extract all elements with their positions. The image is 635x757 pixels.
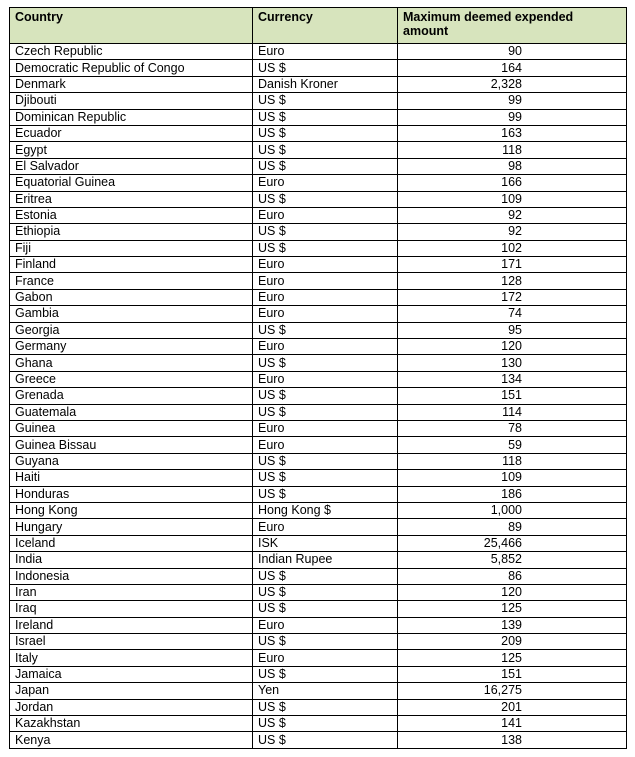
table-row <box>10 240 627 256</box>
cell-country: Japan <box>10 683 253 699</box>
cell-country: Greece <box>10 371 253 387</box>
cell-currency: Euro <box>253 257 398 273</box>
cell-currency: US $ <box>253 634 398 650</box>
cell-amount: 99 <box>398 93 627 109</box>
cell-country: Iran <box>10 584 253 600</box>
cell-currency: US $ <box>253 601 398 617</box>
cell-currency: US $ <box>253 93 398 109</box>
table-row <box>10 142 627 158</box>
cell-currency: US $ <box>253 568 398 584</box>
cell-amount: 16,275 <box>398 683 627 699</box>
cell-amount: 86 <box>398 568 627 584</box>
cell-currency: US $ <box>253 666 398 682</box>
table-row <box>10 634 627 650</box>
table-row <box>10 552 627 568</box>
cell-amount: 59 <box>398 437 627 453</box>
cell-currency: US $ <box>253 158 398 174</box>
cell-amount: 171 <box>398 257 627 273</box>
column-header-currency: Currency <box>253 8 398 44</box>
table-row <box>10 584 627 600</box>
cell-currency: US $ <box>253 60 398 76</box>
cell-amount: 134 <box>398 371 627 387</box>
cell-amount: 114 <box>398 404 627 420</box>
cell-amount: 172 <box>398 289 627 305</box>
cell-amount: 151 <box>398 388 627 404</box>
cell-country: Kenya <box>10 732 253 748</box>
cell-amount: 90 <box>398 44 627 60</box>
cell-amount: 166 <box>398 175 627 191</box>
table-row <box>10 60 627 76</box>
cell-currency: Yen <box>253 683 398 699</box>
cell-country: Jordan <box>10 699 253 715</box>
table-row <box>10 322 627 338</box>
cell-country: Ethiopia <box>10 224 253 240</box>
cell-amount: 1,000 <box>398 502 627 518</box>
cell-currency: US $ <box>253 142 398 158</box>
cell-country: Guyana <box>10 453 253 469</box>
cell-amount: 151 <box>398 666 627 682</box>
cell-amount: 92 <box>398 224 627 240</box>
table-row <box>10 716 627 732</box>
table-row <box>10 93 627 109</box>
cell-country: Ireland <box>10 617 253 633</box>
cell-amount: 98 <box>398 158 627 174</box>
cell-currency: US $ <box>253 240 398 256</box>
cell-amount: 163 <box>398 125 627 141</box>
cell-country: Honduras <box>10 486 253 502</box>
table-row <box>10 339 627 355</box>
cell-currency: ISK <box>253 535 398 551</box>
cell-amount: 109 <box>398 191 627 207</box>
table-row <box>10 732 627 748</box>
cell-amount: 95 <box>398 322 627 338</box>
cell-country: Ecuador <box>10 125 253 141</box>
table-row <box>10 683 627 699</box>
cell-amount: 74 <box>398 306 627 322</box>
table-row <box>10 76 627 92</box>
table-row <box>10 617 627 633</box>
cell-currency: US $ <box>253 732 398 748</box>
cell-amount: 99 <box>398 109 627 125</box>
cell-amount: 109 <box>398 470 627 486</box>
cell-amount: 89 <box>398 519 627 535</box>
table-row <box>10 502 627 518</box>
cell-country: France <box>10 273 253 289</box>
cell-country: Gambia <box>10 306 253 322</box>
cell-country: India <box>10 552 253 568</box>
cell-country: Jamaica <box>10 666 253 682</box>
cell-currency: Euro <box>253 371 398 387</box>
cell-country: Guinea Bissau <box>10 437 253 453</box>
table-row <box>10 257 627 273</box>
cell-currency: US $ <box>253 355 398 371</box>
cell-country: Hong Kong <box>10 502 253 518</box>
cell-amount: 125 <box>398 650 627 666</box>
cell-country: Iraq <box>10 601 253 617</box>
table-row <box>10 109 627 125</box>
cell-country: Democratic Republic of Congo <box>10 60 253 76</box>
cell-country: Israel <box>10 634 253 650</box>
cell-currency: US $ <box>253 224 398 240</box>
table-row <box>10 470 627 486</box>
cell-currency: Euro <box>253 289 398 305</box>
table-row <box>10 404 627 420</box>
cell-country: Grenada <box>10 388 253 404</box>
column-header-country: Country <box>10 8 253 44</box>
cell-currency: US $ <box>253 470 398 486</box>
cell-currency: Indian Rupee <box>253 552 398 568</box>
table-row <box>10 388 627 404</box>
cell-currency: US $ <box>253 109 398 125</box>
cell-amount: 5,852 <box>398 552 627 568</box>
cell-currency: Euro <box>253 437 398 453</box>
cell-country: Djibouti <box>10 93 253 109</box>
cell-country: Eritrea <box>10 191 253 207</box>
cell-amount: 120 <box>398 584 627 600</box>
table-row <box>10 666 627 682</box>
table-row <box>10 650 627 666</box>
cell-country: Dominican Republic <box>10 109 253 125</box>
cell-currency: US $ <box>253 404 398 420</box>
cell-amount: 130 <box>398 355 627 371</box>
cell-amount: 92 <box>398 207 627 223</box>
cell-country: Italy <box>10 650 253 666</box>
table-row <box>10 224 627 240</box>
cell-currency: US $ <box>253 322 398 338</box>
cell-country: Kazakhstan <box>10 716 253 732</box>
table-row <box>10 453 627 469</box>
column-header-amount: Maximum deemed expended amount <box>398 8 627 44</box>
cell-currency: Euro <box>253 519 398 535</box>
table-row <box>10 535 627 551</box>
cell-country: Guatemala <box>10 404 253 420</box>
table-row <box>10 207 627 223</box>
cell-currency: Euro <box>253 175 398 191</box>
cell-amount: 164 <box>398 60 627 76</box>
cell-country: Germany <box>10 339 253 355</box>
table-row <box>10 519 627 535</box>
cell-country: Ghana <box>10 355 253 371</box>
cell-country: Czech Republic <box>10 44 253 60</box>
table-row <box>10 44 627 60</box>
cell-country: Iceland <box>10 535 253 551</box>
cell-currency: US $ <box>253 699 398 715</box>
cell-amount: 125 <box>398 601 627 617</box>
table-row <box>10 437 627 453</box>
cell-amount: 141 <box>398 716 627 732</box>
cell-currency: US $ <box>253 191 398 207</box>
cell-currency: US $ <box>253 716 398 732</box>
table-row <box>10 191 627 207</box>
cell-currency: US $ <box>253 453 398 469</box>
table-row <box>10 699 627 715</box>
cell-currency: US $ <box>253 486 398 502</box>
cell-country: El Salvador <box>10 158 253 174</box>
cell-country: Haiti <box>10 470 253 486</box>
table-row <box>10 175 627 191</box>
cell-currency: Euro <box>253 207 398 223</box>
cell-currency: Hong Kong $ <box>253 502 398 518</box>
table-header-row <box>10 8 627 44</box>
cell-amount: 118 <box>398 142 627 158</box>
cell-currency: US $ <box>253 388 398 404</box>
cell-amount: 186 <box>398 486 627 502</box>
cell-amount: 209 <box>398 634 627 650</box>
cell-amount: 139 <box>398 617 627 633</box>
cell-amount: 118 <box>398 453 627 469</box>
cell-currency: Euro <box>253 339 398 355</box>
table-row <box>10 420 627 436</box>
table-row <box>10 486 627 502</box>
table-row <box>10 158 627 174</box>
rates-table <box>9 7 627 749</box>
cell-country: Estonia <box>10 207 253 223</box>
cell-country: Georgia <box>10 322 253 338</box>
cell-country: Guinea <box>10 420 253 436</box>
cell-country: Hungary <box>10 519 253 535</box>
cell-amount: 2,328 <box>398 76 627 92</box>
cell-country: Denmark <box>10 76 253 92</box>
cell-country: Indonesia <box>10 568 253 584</box>
cell-currency: Euro <box>253 44 398 60</box>
cell-amount: 25,466 <box>398 535 627 551</box>
cell-country: Gabon <box>10 289 253 305</box>
table-row <box>10 371 627 387</box>
cell-amount: 102 <box>398 240 627 256</box>
table-row <box>10 355 627 371</box>
cell-amount: 201 <box>398 699 627 715</box>
table-row <box>10 289 627 305</box>
table-row <box>10 125 627 141</box>
cell-amount: 128 <box>398 273 627 289</box>
table-row <box>10 568 627 584</box>
cell-currency: US $ <box>253 584 398 600</box>
cell-amount: 120 <box>398 339 627 355</box>
cell-country: Fiji <box>10 240 253 256</box>
cell-currency: Euro <box>253 650 398 666</box>
cell-currency: Danish Kroner <box>253 76 398 92</box>
cell-country: Finland <box>10 257 253 273</box>
table-row <box>10 306 627 322</box>
cell-currency: Euro <box>253 306 398 322</box>
table-body <box>10 44 627 749</box>
cell-currency: Euro <box>253 273 398 289</box>
cell-amount: 78 <box>398 420 627 436</box>
cell-currency: US $ <box>253 125 398 141</box>
table-row <box>10 273 627 289</box>
cell-amount: 138 <box>398 732 627 748</box>
cell-country: Equatorial Guinea <box>10 175 253 191</box>
cell-currency: Euro <box>253 617 398 633</box>
cell-country: Egypt <box>10 142 253 158</box>
cell-currency: Euro <box>253 420 398 436</box>
table-row <box>10 601 627 617</box>
